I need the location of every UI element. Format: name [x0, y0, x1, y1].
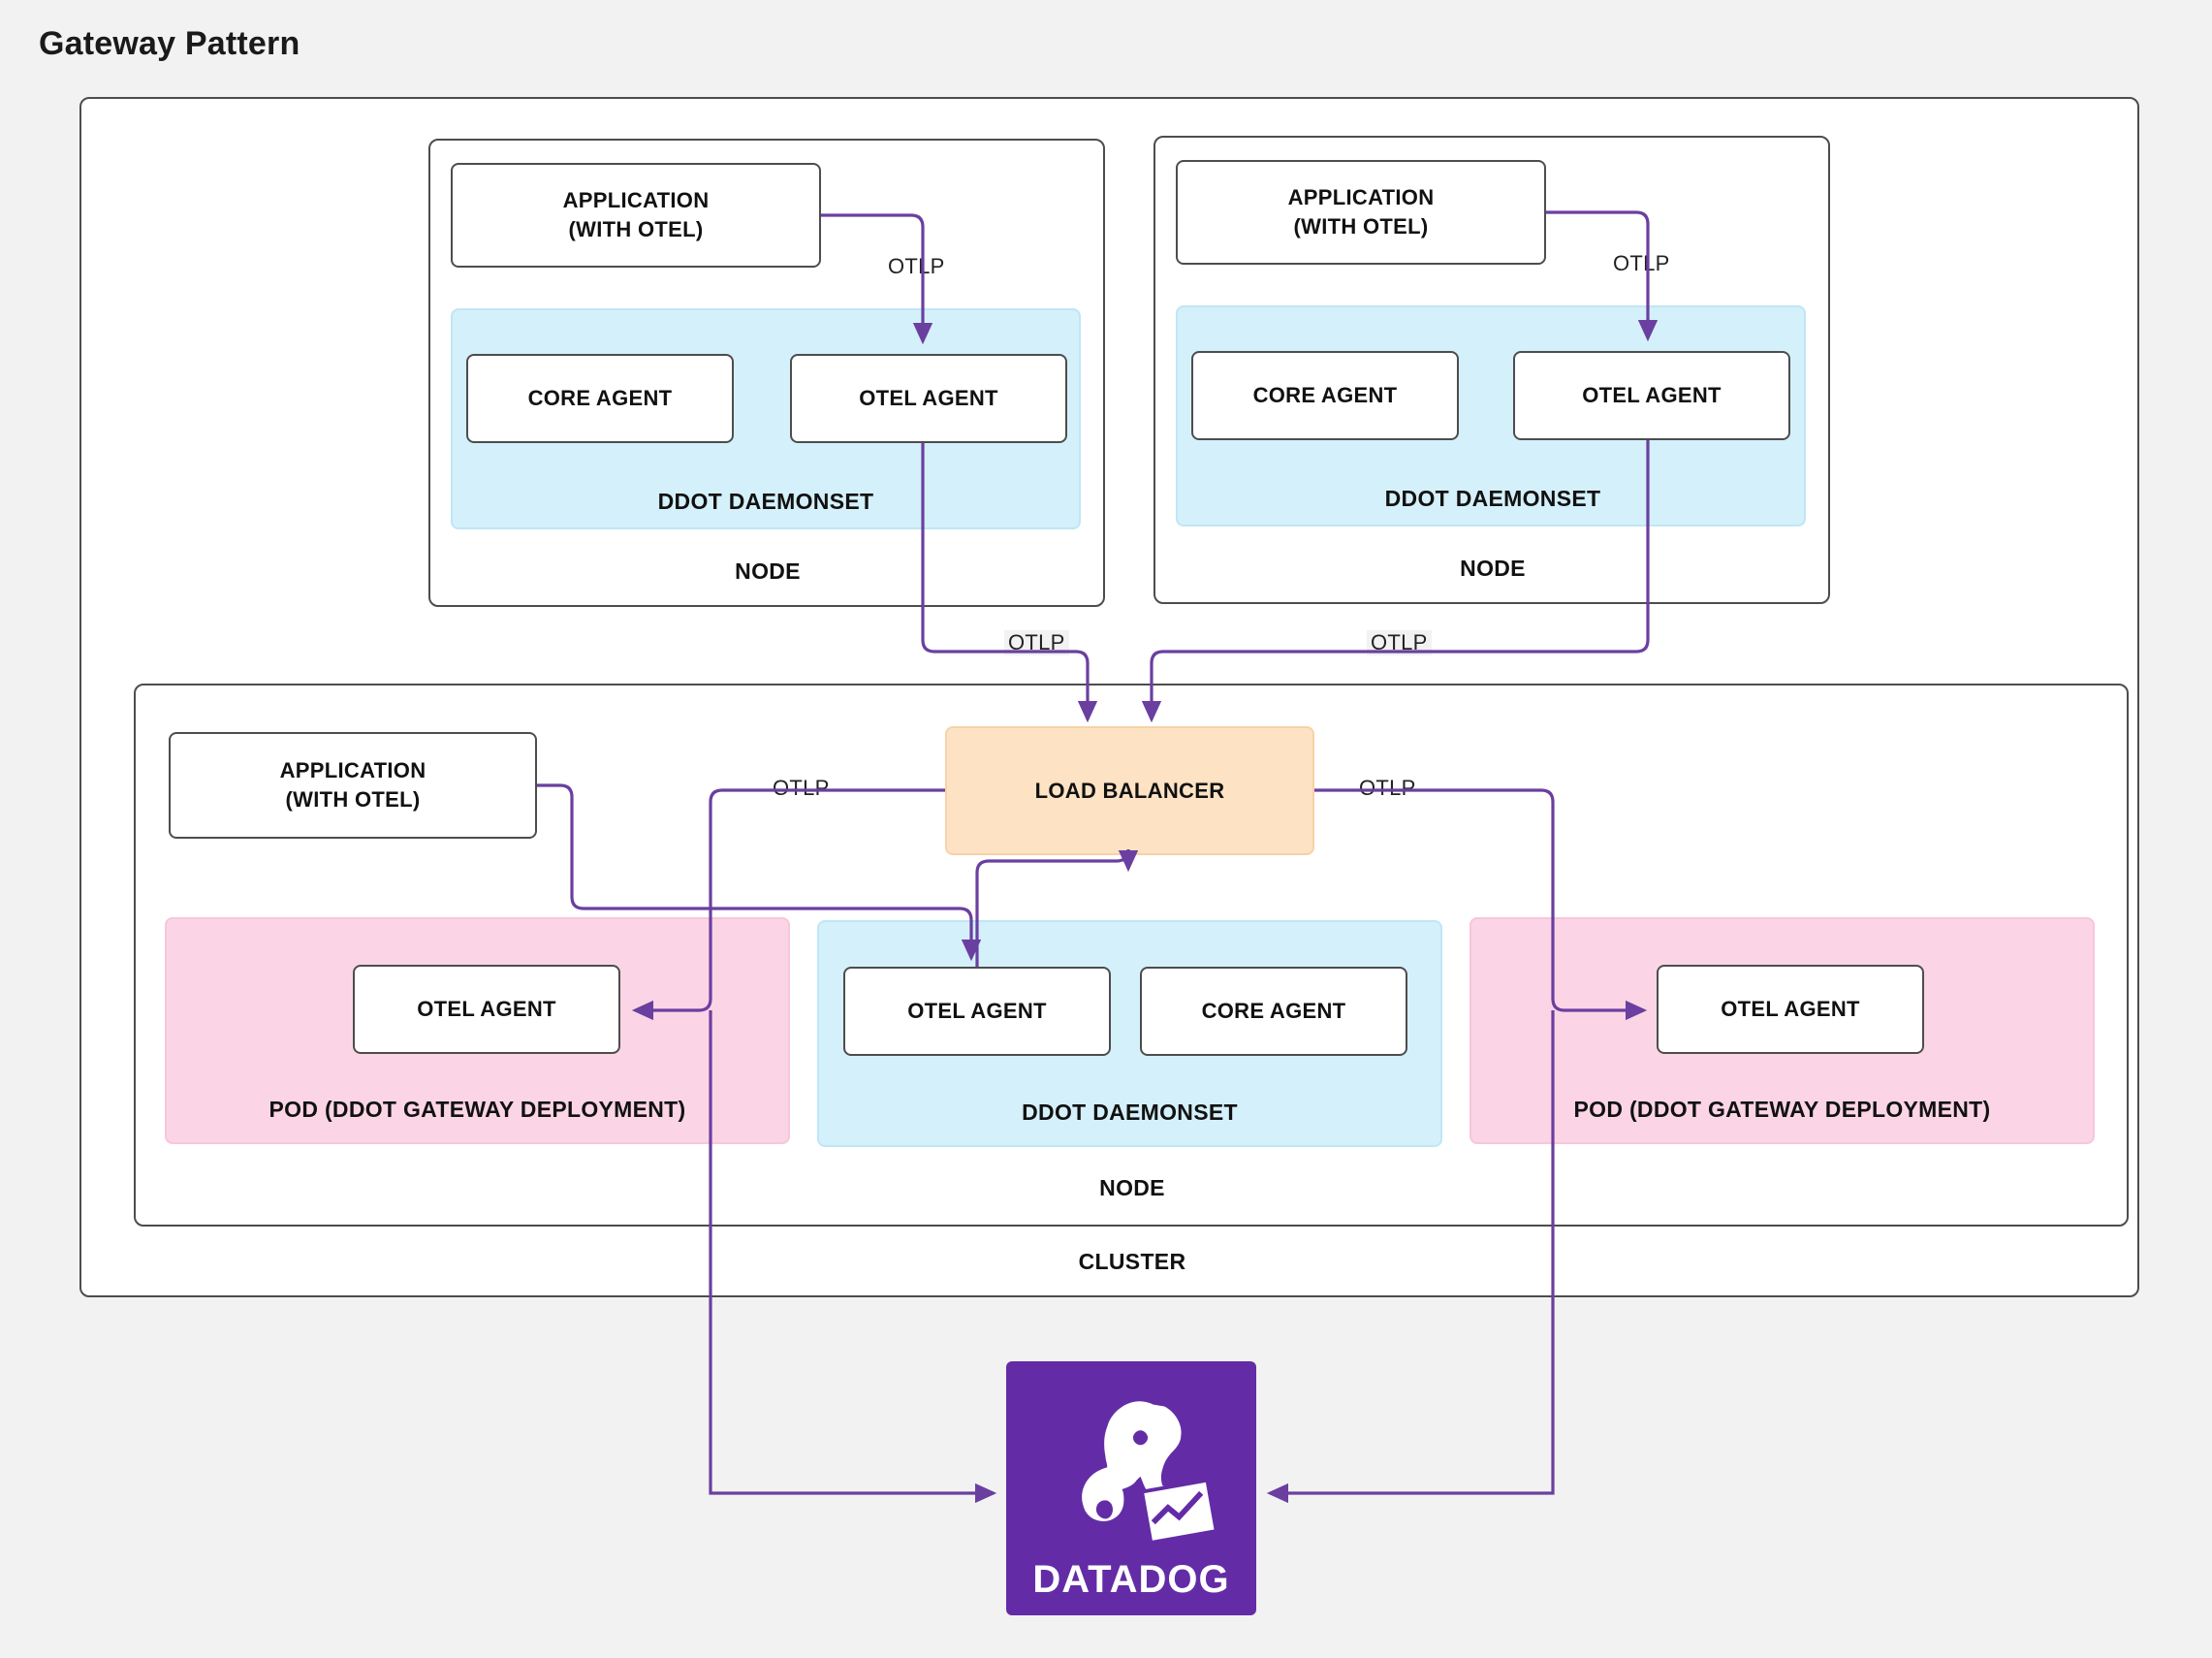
node-2-core-agent: CORE AGENT [1191, 351, 1459, 440]
load-balancer: LOAD BALANCER [945, 726, 1314, 855]
node-1-application-line2: (WITH OTEL) [568, 217, 704, 241]
datadog-wordmark: DATADOG [1032, 1558, 1230, 1601]
node-1-edge-label-to-lb: OTLP [1004, 630, 1069, 655]
node-1-application [451, 163, 821, 268]
node-2-application [1176, 160, 1546, 265]
node-2-edge-label-app-to-otel: OTLP [1609, 251, 1674, 276]
left-pod-label: POD (DDOT GATEWAY DEPLOYMENT) [269, 1097, 686, 1122]
node-2-edge-label-to-lb: OTLP [1367, 630, 1432, 655]
node-1-otel-agent: OTEL AGENT [790, 354, 1067, 443]
datadog-dog-icon [1039, 1379, 1223, 1563]
node-1-application-line1: APPLICATION [562, 188, 710, 213]
cluster-label: CLUSTER [1078, 1249, 1186, 1274]
node-2-label: NODE [1460, 556, 1526, 581]
node-3-application [169, 732, 537, 839]
edge-label-app-to-lb: OTLP [769, 776, 834, 801]
datadog-logo [1006, 1361, 1256, 1615]
node-1-label: NODE [735, 558, 801, 584]
node-2-daemonset-label: DDOT DAEMONSET [1384, 486, 1601, 511]
node-1-daemonset-label: DDOT DAEMONSET [657, 489, 874, 514]
node-3-application-line2: (WITH OTEL) [285, 787, 421, 812]
left-pod-otel-agent: OTEL AGENT [353, 965, 620, 1054]
node-3-daemonset-core-agent: CORE AGENT [1140, 967, 1407, 1056]
edge-label-lb-to-right-pod: OTLP [1355, 776, 1420, 801]
node-2-application-line2: (WITH OTEL) [1293, 214, 1429, 239]
right-pod-otel-agent: OTEL AGENT [1657, 965, 1924, 1054]
node-2-application-line1: APPLICATION [1287, 185, 1435, 210]
node-3-daemonset-label: DDOT DAEMONSET [1022, 1100, 1238, 1125]
page-title: Gateway Pattern [39, 25, 300, 62]
right-pod-label: POD (DDOT GATEWAY DEPLOYMENT) [1573, 1097, 1991, 1122]
node-3-label: NODE [1099, 1175, 1165, 1200]
node-3-daemonset-otel-agent: OTEL AGENT [843, 967, 1111, 1056]
node-3-application-line1: APPLICATION [279, 758, 427, 783]
node-1-edge-label-app-to-otel: OTLP [884, 254, 949, 279]
node-1-core-agent: CORE AGENT [466, 354, 734, 443]
node-2-otel-agent: OTEL AGENT [1513, 351, 1790, 440]
